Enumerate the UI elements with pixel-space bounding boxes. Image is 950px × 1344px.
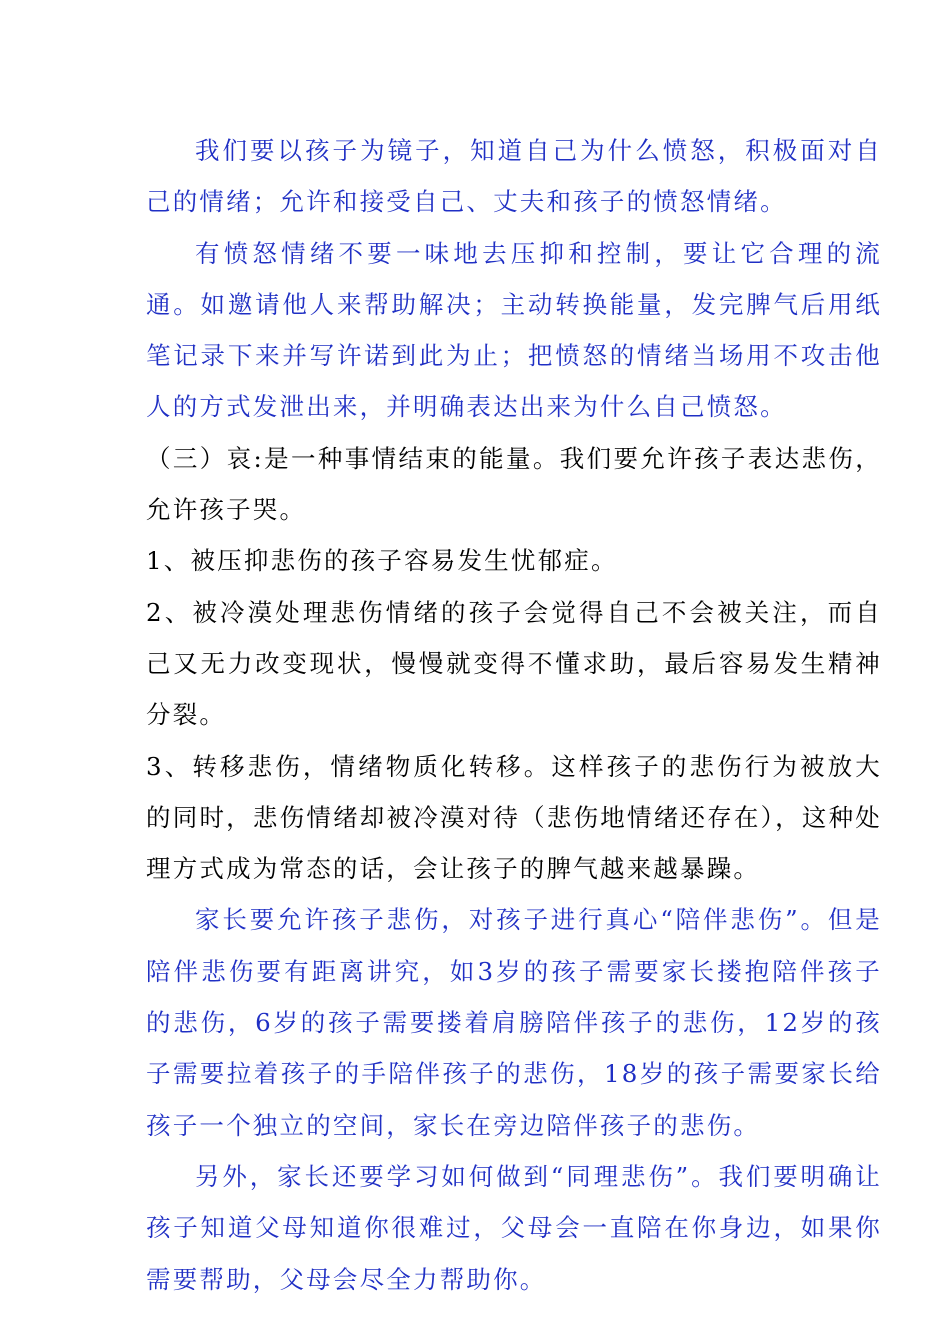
paragraph-accompany-sorrow: 家长要允许孩子悲伤，对孩子进行真心“陪伴悲伤”。但是陪伴悲伤要有距离讲究，如3岁的孩子需要家长搂抱陪伴孩子的悲伤，6岁的孩子需要搂着肩膀陪伴孩子的悲伤，12岁的孩子需要拉着孩子的手陪伴孩子的悲伤，18岁的孩子需要家长给孩子一个独立的空间，家长在旁边陪伴孩子的悲伤。 <box>146 905 882 1140</box>
document-page <box>146 125 882 1305</box>
list-item-2: 2、被冷漠处理悲伤情绪的孩子会觉得自己不会被关注，而自己又无力改变现状，慢慢就变得不懂求助，最后容易发生精神分裂。 <box>146 597 882 730</box>
paragraph-empathize-sorrow: 另外，家长还要学习如何做到“同理悲伤”。我们要明确让孩子知道父母知道你很难过，父母会一直陪在你身边，如果你需要帮助，父母会尽全力帮助你。 <box>146 1161 882 1294</box>
section-heading-sorrow: （三）哀:是一种事情结束的能量。我们要允许孩子表达悲伤，允许孩子哭。 <box>146 443 882 525</box>
paragraph-anger-release: 有愤怒情绪不要一味地去压抑和控制，要让它合理的流通。如邀请他人来帮助解决；主动转换能量，发完脾气后用纸笔记录下来并写许诺到此为止；把愤怒的情绪当场用不攻击他人的方式发泄出来，并明确表达出来为什么自己愤怒。 <box>146 238 882 422</box>
list-item-1: 1、被压抑悲伤的孩子容易发生忧郁症。 <box>146 546 618 576</box>
list-item-3: 3、转移悲伤，情绪物质化转移。这样孩子的悲伤行为被放大的同时，悲伤情绪却被冷漠对待（悲伤地情绪还存在），这种处理方式成为常态的话，会让孩子的脾气越来越暴躁。 <box>146 751 882 884</box>
paragraph-anger-mirror: 我们要以孩子为镜子，知道自己为什么愤怒，积极面对自己的情绪；允许和接受自己、丈夫和孩子的愤怒情绪。 <box>146 136 882 217</box>
